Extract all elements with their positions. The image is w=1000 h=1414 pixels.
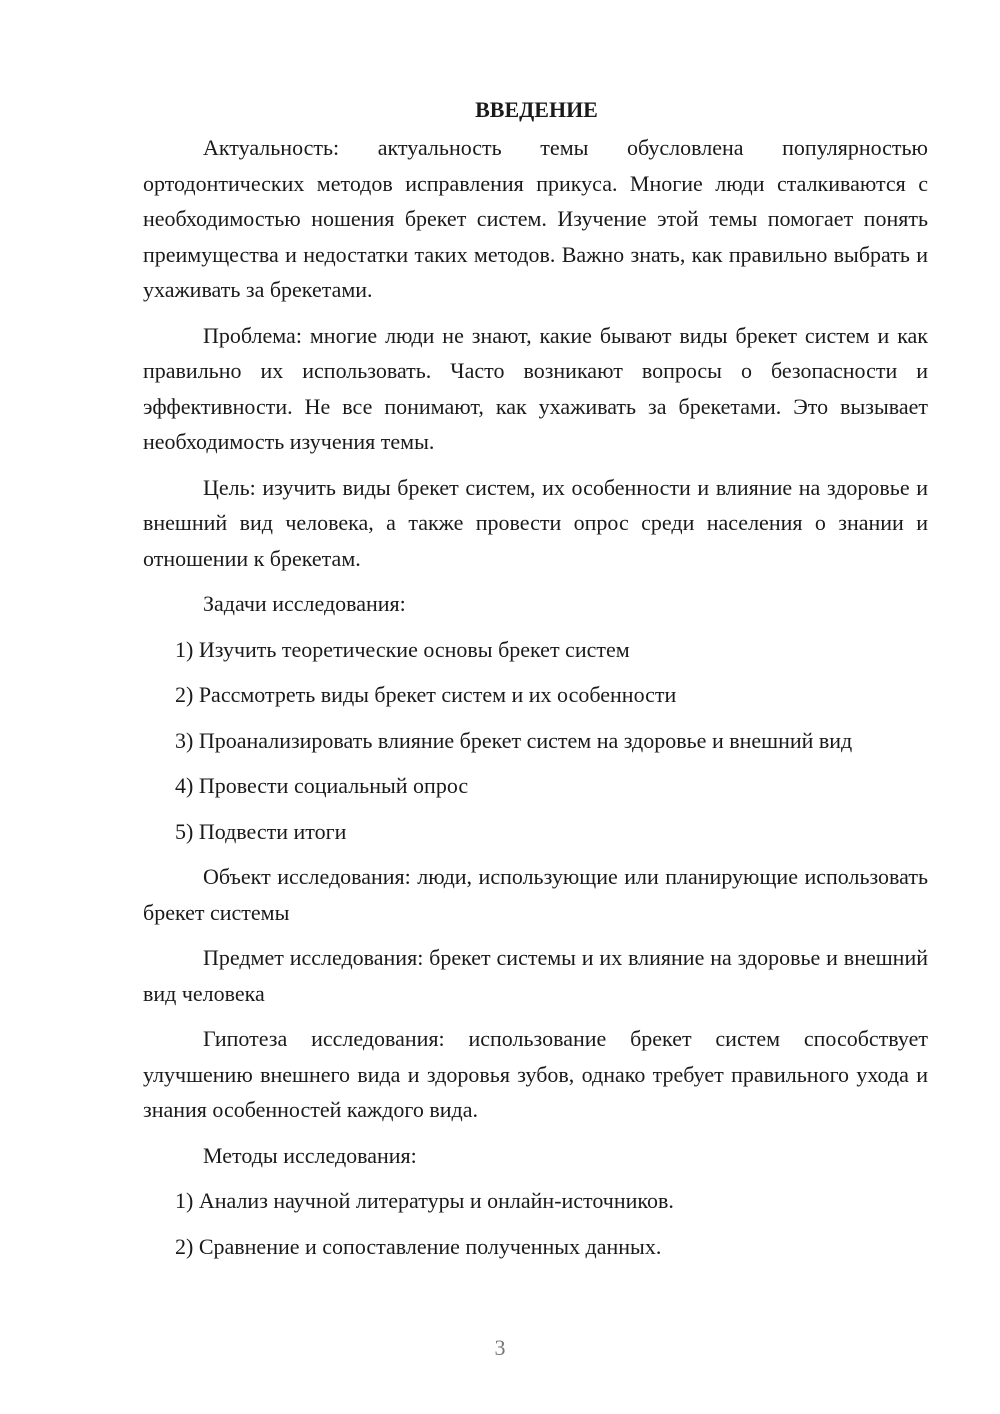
subject-paragraph: Предмет исследования: брекет системы и их влияние на здоровье и внешний вид человека — [143, 945, 928, 1006]
task-item-4: 4) Провести социальный опрос — [175, 773, 469, 798]
methods-heading: Методы исследования: — [203, 1142, 417, 1168]
document-page — [143, 93, 928, 1274]
task-item-5: 5) Подвести итоги — [175, 818, 347, 844]
task-item-3: 3) Проанализировать влияние брекет систем на здоровье и внешний вид — [175, 727, 853, 753]
tasks-heading: Задачи исследования: — [203, 591, 406, 616]
goal-paragraph: Цель: изучить виды брекет систем, их особенности и влияние на здоровье и внешний вид человека, а также провести опрос среди населения о знании и отношении к брекетам. — [143, 474, 928, 571]
method-item-2: 2) Сравнение и сопоставление полученных данных. — [175, 1233, 662, 1259]
page-title: ВВЕДЕНИЕ — [475, 97, 598, 122]
object-paragraph: Объект исследования: люди, использующие или планирующие использовать брекет системы — [143, 864, 928, 925]
page-number: 3 — [494, 1335, 506, 1360]
task-item-1: 1) Изучить теоретические основы брекет систем — [175, 636, 630, 662]
relevance-paragraph: Актуальность: актуальность темы обусловлена популярностью ортодонтических методов исправления прикуса. Многие люди сталкиваются с необходимостью ношения брекет систем. Изучение этой темы помогает понять преимущества и недостатки таких методов. Важно знать, как правильно выбрать и ухаживать за брекетами. — [143, 135, 928, 302]
task-item-2: 2) Рассмотреть виды брекет систем и их особенности — [175, 682, 677, 707]
hypothesis-paragraph: Гипотеза исследования: использование брекет систем способствует улучшению внешнего вида и здоровья зубов, однако требует правильного ухода и знания особенностей каждого вида. — [143, 1026, 928, 1122]
problem-paragraph: Проблема: многие люди не знают, какие бывают виды брекет систем и как правильно их использовать. Часто возникают вопросы о безопасности и эффективности. Не все понимают, как ухаживать за брекетами. Это вызывает необходимость изучения темы. — [143, 322, 928, 454]
method-item-1: 1) Анализ научной литературы и онлайн-источников. — [175, 1188, 674, 1213]
